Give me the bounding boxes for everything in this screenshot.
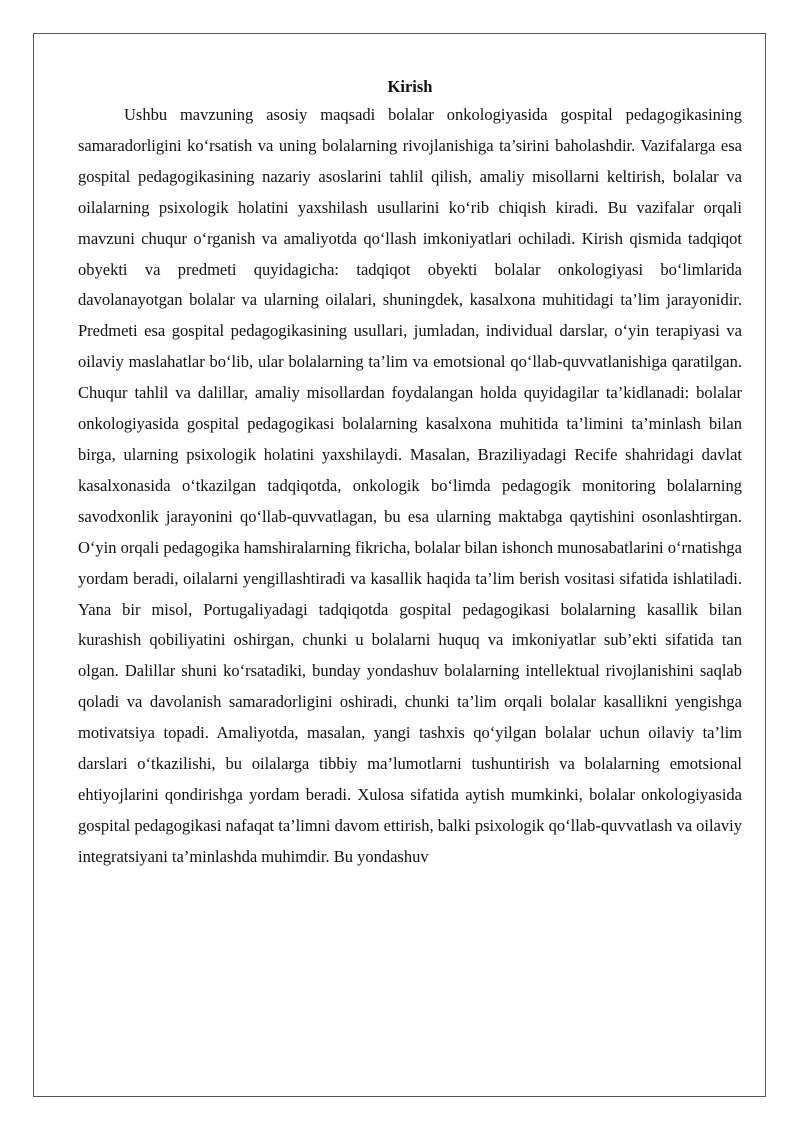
document-title: Kirish — [387, 77, 433, 96]
document-body — [78, 74, 742, 873]
body-paragraph: Ushbu mavzuning asosiy maqsadi bolalar onkologiyasida gospital pedagogikasining samaradorligini ko‘rsatish va uning bolalarning rivojlanishiga ta’sirini baholashdir. Vazifalarga esa gospital pedagogikasining nazariy asoslarini tahlil qilish, amaliy misollarni keltirish, bolalar va oilalarning psixologik holatini yaxshilash usullarini ko‘rib chiqish kiradi. Bu vazifalar orqali mavzuni chuqur o‘rganish va amaliyotda qo‘llash imkoniyatlari ochiladi. Kirish qismida tadqiqot obyekti va predmeti quyidagicha: tadqiqot obyekti bolalar onkologiyasi bo‘limlarida davolanayotgan bolalar va ularning oilalari, shuningdek, kasalxona muhitidagi ta’lim jarayonidir. Predmeti esa gospital pedagogikasining usullari, jumladan, individual darslar, o‘yin terapiyasi va oilaviy maslahatlar bo‘lib, ular bolalarning ta’lim va emotsional qo‘llab-quvvatlanishiga qaratilgan. Chuqur tahlil va dalillar, amaliy misollardan foydalangan holda quyidagilar ta’kidlanadi: bolalar onkologiyasida gospital pedagogikasi bolalarning kasalxona muhitida ta’limini ta’minlash bilan birga, ularning psixologik holatini yaxshilaydi. Masalan, Braziliyadagi Recife shahridagi davlat kasalxonasida o‘tkazilgan tadqiqotda, onkologik bo‘limda pedagogik monitoring bolalarning savodxonlik jarayonini qo‘llab-quvvatlagan, bu esa ularning maktabga qaytishini osonlashtirgan. O‘yin orqali pedagogika hamshiralarning fikricha, bolalar bilan ishonch munosabatlarini o‘rnatishga yordam beradi, oilalarni yengillashtiradi va kasallik haqida ta’lim berish vositasi sifatida ishlatiladi. Yana bir misol, Portugaliyadagi tadqiqotda gospital pedagogikasi bolalarning kasallik bilan kurashish qobiliyatini oshirgan, chunki u bolalarni huquq va imkoniyatlar sub’ekti sifatida tan olgan. Dalillar shuni ko‘rsatadiki, bunday yondashuv bolalarning intellektual rivojlanishini saqlab qoladi va davolanish samaradorligini oshiradi, chunki ta’lim orqali bolalar kasallikni yengishga motivatsiya topadi. Amaliyotda, masalan, yangi tashxis qo‘yilgan bolalar uchun oilaviy ta’lim darslari o‘tkazilishi, bu oilalarga tibbiy ma’lumotlarni tushuntirish va bolalarning emotsional ehtiyojlarini qondirishga yordam beradi. Xulosa sifatida aytish mumkinki, bolalar onkologiyasida gospital pedagogikasi nafaqat ta’limni davom ettirish, balki psixologik qo‘llab-quvvatlash va oilaviy integratsiyani ta’minlashda muhimdir. Bu yondashuv — [78, 105, 742, 866]
